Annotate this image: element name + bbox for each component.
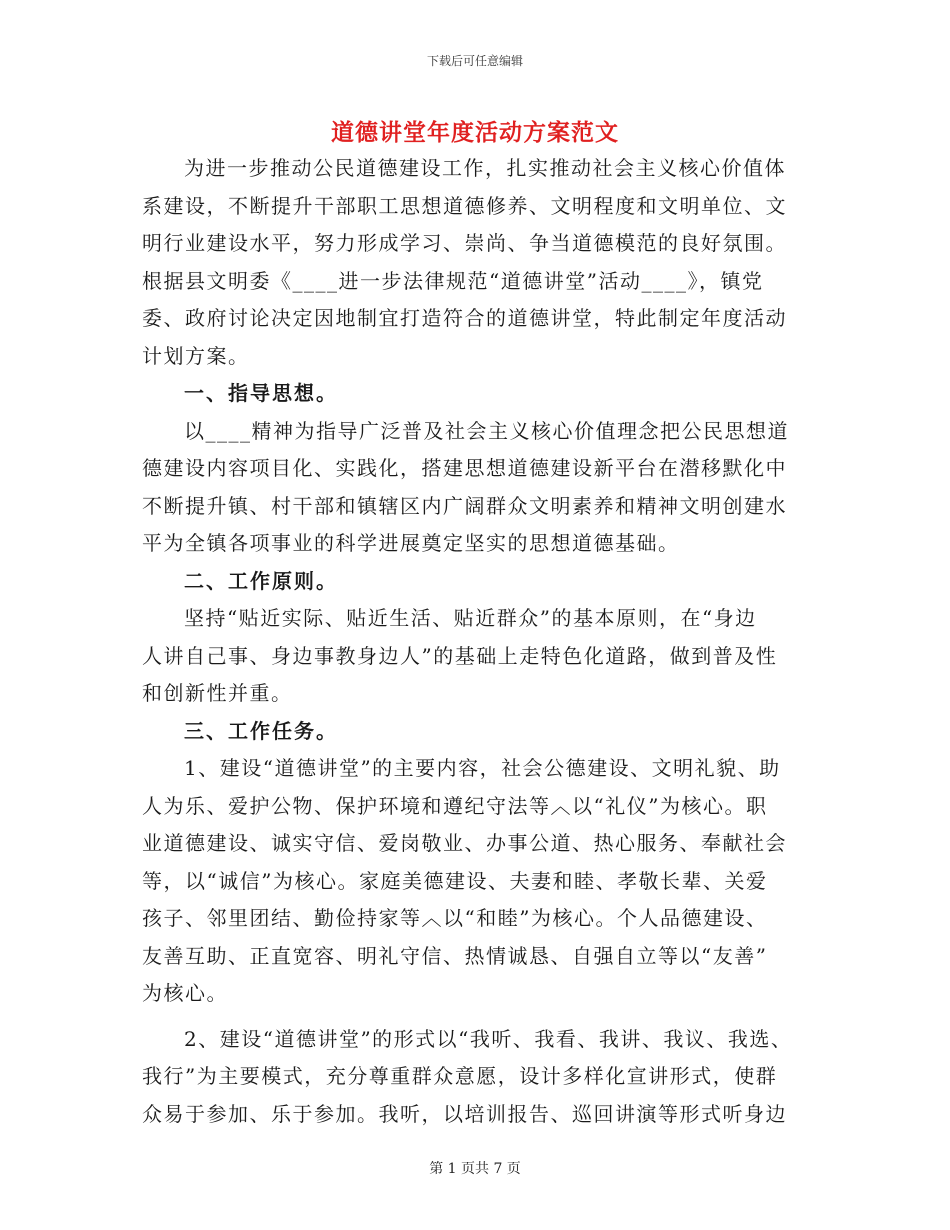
- paragraph-line: 我行”为主要模式，充分尊重群众意愿，设计多样化宣讲形式，使群: [142, 1064, 778, 1088]
- paragraph-line: 1、建设“道德讲堂”的主要内容，社会公德建设、文明礼貌、助: [184, 756, 781, 780]
- paragraph-line: 友善互助、正直宽容、明礼守信、热情诚恳、自强自立等以“友善”: [142, 943, 768, 968]
- paragraph-line: 不断提升镇、村干部和镇辖区内广阔群众文明素养和精神文明创建水: [142, 493, 787, 518]
- document-title: 道德讲堂年度活动方案范文: [331, 119, 619, 146]
- header-note: 下载后可任意编辑: [426, 54, 523, 68]
- paragraph-line: 委、政府讨论决定因地制宜打造符合的道德讲堂，特此制定年度活动: [142, 306, 787, 330]
- paragraph-line: 为进一步推动公民道德建设工作，扎实推动社会主义核心价值体: [184, 156, 786, 180]
- section-heading: 一、指导思想。: [184, 381, 338, 405]
- section-heading: 三、工作任务。: [184, 718, 338, 743]
- paragraph-line: 和创新性并重。: [142, 681, 293, 705]
- paragraph-line: 众易于参加、乐于参加。我听，以培训报告、巡回讲演等形式听身边: [142, 1101, 787, 1126]
- paragraph-line: 孩子、邻里团结、勤俭持家等︿以“和睦”为核心。个人品德建设、: [142, 906, 768, 930]
- paragraph-line: 系建设，不断提升干部职工思想道德修养、文明程度和文明单位、文: [142, 193, 787, 218]
- paragraph-line: 平为全镇各项事业的科学进展奠定坚实的思想道德基础。: [142, 531, 680, 555]
- paragraph-line: 德建设内容项目化、实践化，搭建思想道德建设新平台在潜移默化中: [142, 456, 787, 480]
- paragraph-line: 人讲自己事、身边事教身边人”的基础上走特色化道路，做到普及性: [142, 643, 778, 668]
- paragraph-line: 明行业建设水平，努力形成学习、崇尚、争当道德模范的良好氛围。: [142, 231, 787, 255]
- page-footer: 第 1 页共 7 页: [429, 1161, 521, 1177]
- document-body: [142, 150, 822, 1133]
- paragraph-line: 2、建设“道德讲堂”的形式以“我听、我看、我讲、我议、我选、: [184, 1026, 793, 1051]
- paragraph-line: 根据县文明委《____进一步法律规范“道德讲堂”活动____》，镇党: [142, 268, 764, 293]
- section-heading: 二、工作原则。: [184, 568, 338, 593]
- paragraph-line: 坚持“贴近实际、贴近生活、贴近群众”的基本原则，在“身边: [184, 606, 757, 630]
- paragraph-line: 为核心。: [142, 981, 228, 1005]
- paragraph-line: 人为乐、爱护公物、保护环境和遵纪守法等︿以“礼仪”为核心。职: [142, 793, 768, 818]
- paragraph-line: 以____精神为指导广泛普及社会主义核心价值理念把公民思想道: [184, 418, 789, 443]
- paragraph-line: 业道德建设、诚实守信、爱岗敬业、办事公道、热心服务、奉献社会: [142, 831, 787, 855]
- paragraph-line: 等，以“诚信”为核心。家庭美德建设、夫妻和睦、孝敬长辈、关爱: [142, 868, 768, 893]
- paragraph-line: 计划方案。: [142, 343, 250, 368]
